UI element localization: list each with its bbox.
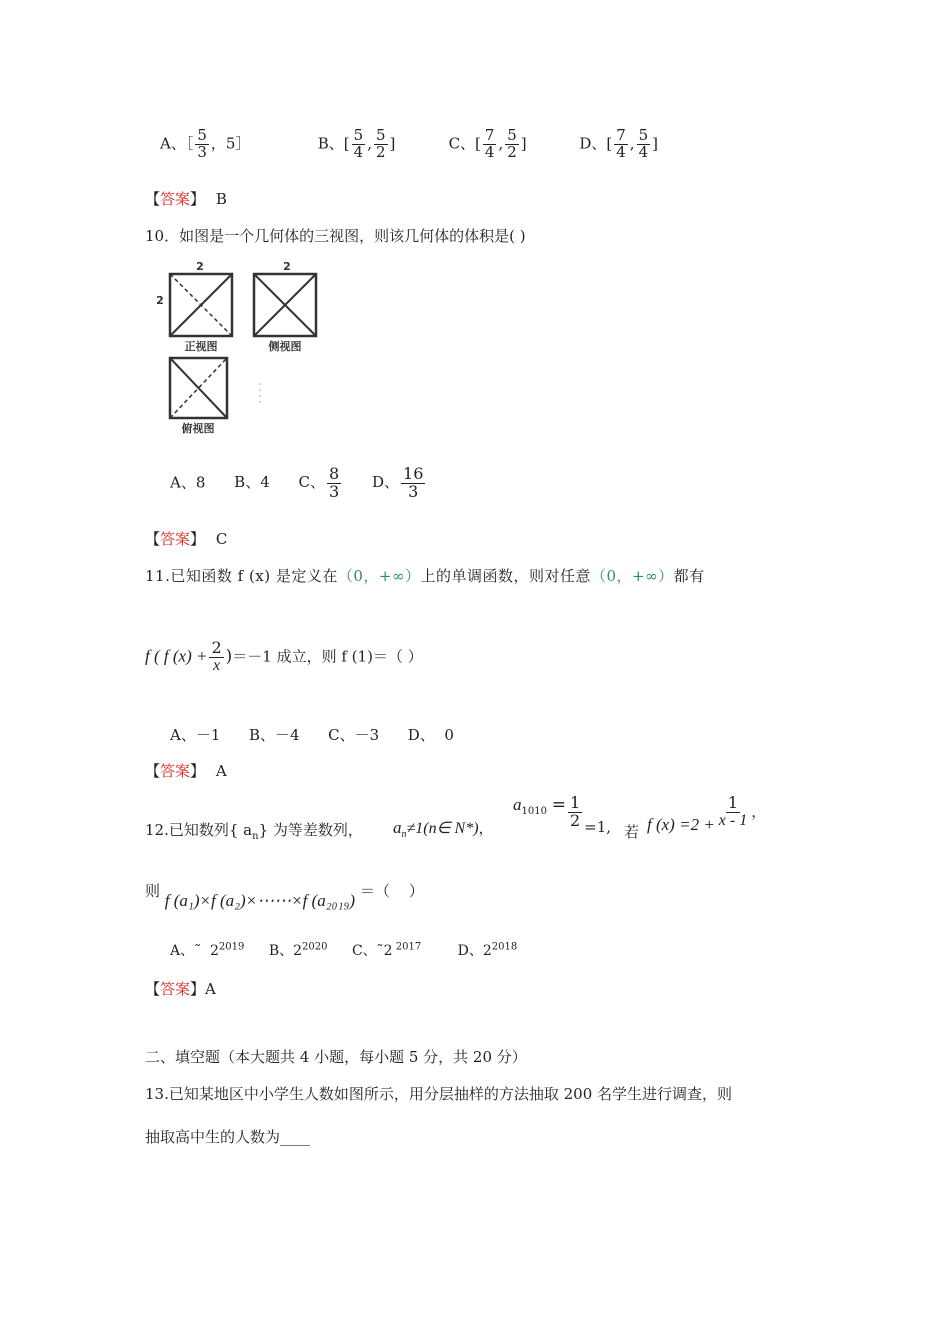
option-a-suffix: ，5］ bbox=[210, 134, 251, 153]
answer-bracket-close: 】 bbox=[190, 980, 206, 998]
q12-stem-part: } 为等差数列， bbox=[258, 821, 363, 839]
q9-option-b: B、[ $\frac{5}{4}$ , $\frac{5}{2}$ ] bbox=[317, 126, 396, 161]
q11-interval: （0，+∞） bbox=[337, 567, 421, 585]
subscript: n bbox=[252, 831, 259, 842]
q11-stem bbox=[145, 565, 705, 586]
q12-option-a bbox=[170, 943, 244, 959]
q12-option-b bbox=[269, 943, 328, 959]
option-b-prefix: B、[ bbox=[317, 134, 350, 153]
top-view-label: 俯视图 bbox=[181, 422, 215, 435]
numerator: 1 bbox=[727, 793, 739, 812]
variable: a bbox=[393, 818, 402, 837]
q11-formula bbox=[145, 640, 423, 675]
product-expression: f (a₁)×f (a₂)×⋯⋯×f (a₂₀₁₉) bbox=[164, 891, 356, 910]
answer-bracket-open: 【 bbox=[145, 530, 161, 548]
q12-answer bbox=[145, 978, 216, 999]
fraction bbox=[717, 795, 749, 830]
fraction bbox=[374, 128, 388, 161]
option-text: D、2 bbox=[457, 943, 492, 959]
numerator: 16 bbox=[403, 464, 424, 483]
fraction bbox=[614, 128, 628, 161]
q11-options: A、－1 B、－4 C、－3 D、 0 bbox=[170, 726, 454, 744]
option-a-prefix: A、［ bbox=[160, 134, 194, 153]
dim-top-side: 2 bbox=[283, 260, 291, 273]
q11-answer bbox=[145, 760, 227, 781]
answer-value: A bbox=[215, 762, 227, 780]
fraction bbox=[327, 466, 341, 501]
q9-options bbox=[160, 128, 658, 161]
denominator: 3 bbox=[197, 142, 207, 161]
q12-condition-1 bbox=[393, 817, 494, 840]
q12-condition-2 bbox=[513, 793, 612, 836]
option-d-prefix: D、[ bbox=[579, 134, 613, 153]
fraction bbox=[637, 128, 651, 161]
numerator: 5 bbox=[507, 126, 517, 144]
q11-stem-part: 11.已知函数 f (x) 是定义在 bbox=[145, 567, 338, 585]
denominator: 4 bbox=[353, 142, 364, 161]
answer-bracket-close: 】 bbox=[190, 190, 206, 208]
option-c-suffix: ] bbox=[520, 134, 527, 153]
superscript: 2020 bbox=[302, 941, 328, 953]
numerator: 5 bbox=[376, 126, 386, 144]
denominator: 4 bbox=[616, 142, 626, 161]
option-text: B、2 bbox=[268, 943, 303, 959]
subscript: n bbox=[401, 829, 407, 840]
numerator: 1 bbox=[569, 793, 581, 812]
answer-label: 答案 bbox=[160, 530, 191, 548]
dim-left-front: 2 bbox=[156, 294, 164, 307]
q10-option-c bbox=[298, 464, 348, 501]
denominator: x bbox=[212, 656, 221, 674]
three-view-figure bbox=[150, 258, 320, 440]
numerator: 5 bbox=[353, 126, 364, 144]
q9-option-d: D、[ $\frac{7}{4}$ , $\frac{5}{4}$ ] bbox=[579, 126, 658, 161]
denominator: 3 bbox=[329, 481, 340, 501]
q11-interval: （0，+∞） bbox=[591, 567, 674, 585]
option-d-prefix: D、 bbox=[371, 473, 400, 492]
denominator: 4 bbox=[638, 142, 649, 161]
answer-value: B bbox=[215, 190, 227, 208]
section-heading: 二、填空题（本大题共 4 小题，每小题 5 分，共 20 分） bbox=[145, 1048, 527, 1066]
if-word: 若 bbox=[624, 823, 640, 841]
numerator: 5 bbox=[197, 126, 207, 144]
formula-left: f ( f (x) + bbox=[145, 646, 208, 666]
comma: ， bbox=[751, 802, 767, 821]
answer-bracket-open: 【 bbox=[145, 762, 161, 780]
answer-value: C bbox=[215, 530, 228, 548]
q9-option-a bbox=[160, 128, 275, 161]
denominator: 2 bbox=[507, 142, 517, 161]
numerator: 7 bbox=[616, 126, 626, 144]
then-word: 则 bbox=[145, 882, 161, 900]
option-text: C、˜2 bbox=[351, 943, 393, 959]
answer-value: A bbox=[205, 980, 216, 998]
q12-product bbox=[145, 880, 424, 910]
q10-option-b: B、4 bbox=[234, 473, 270, 492]
q10-option-a: A、8 bbox=[170, 473, 206, 492]
formula-right: ) bbox=[225, 646, 233, 667]
comma: ， bbox=[478, 819, 494, 837]
q12-function bbox=[647, 793, 767, 835]
answer-label: 答案 bbox=[160, 980, 191, 998]
q11-stem-part: 上的单调函数，则对任意 bbox=[420, 567, 592, 585]
superscript: 2019 bbox=[218, 941, 245, 953]
numerator: 5 bbox=[638, 126, 649, 144]
answer-bracket-close: 】 bbox=[190, 762, 206, 780]
condition-text: ≠1(n∈ N*) bbox=[406, 820, 479, 837]
option-c-prefix: C、[ bbox=[448, 134, 481, 153]
fraction bbox=[483, 128, 497, 161]
denominator: 2 bbox=[376, 142, 386, 161]
superscript: 2018 bbox=[491, 941, 518, 953]
numerator: 2 bbox=[211, 638, 222, 657]
option-b-suffix: ] bbox=[389, 134, 396, 153]
answer-bracket-close: 】 bbox=[190, 530, 206, 548]
numerator: 8 bbox=[329, 464, 340, 483]
option-c-prefix: C、 bbox=[298, 473, 326, 492]
superscript: 2017 bbox=[392, 941, 422, 953]
side-view-label: 侧视图 bbox=[268, 340, 302, 353]
q12-option-d bbox=[458, 943, 518, 959]
q13-stem-line-2: 抽取高中生的人数为____ bbox=[145, 1128, 311, 1146]
q12-intro bbox=[145, 819, 363, 842]
q12-options bbox=[170, 940, 517, 960]
answer-bracket-open: 【 bbox=[145, 190, 161, 208]
condition-tail: =1, bbox=[584, 818, 612, 836]
fraction bbox=[505, 128, 519, 161]
q10-answer bbox=[145, 528, 227, 549]
q10-option-d bbox=[371, 464, 427, 501]
q12-stem-part: 12.已知数列{ a bbox=[145, 821, 253, 839]
subscript: 1010 bbox=[521, 806, 547, 817]
denominator: x - 1 bbox=[718, 811, 748, 829]
formula-tail: ＝－1 成立，则 f (1)＝（ ） bbox=[232, 647, 423, 666]
q9-option-c: C、[ $\frac{7}{4}$ , $\frac{5}{2}$ ] bbox=[448, 126, 527, 161]
q10-options bbox=[170, 466, 427, 501]
answer-bracket-open: 【 bbox=[145, 980, 161, 998]
equals: = bbox=[551, 795, 566, 815]
numerator: 7 bbox=[484, 126, 495, 144]
q9-answer bbox=[145, 188, 227, 209]
denominator: 3 bbox=[408, 481, 419, 501]
option-text: A、˜ 2 bbox=[170, 943, 219, 959]
denominator: 4 bbox=[484, 142, 495, 161]
variable: a bbox=[513, 795, 522, 814]
fraction bbox=[195, 128, 209, 161]
q12-option-c bbox=[352, 943, 421, 959]
answer-label: 答案 bbox=[160, 762, 191, 780]
dim-top-front: 2 bbox=[196, 260, 204, 273]
answer-label: 答案 bbox=[160, 190, 191, 208]
fraction bbox=[209, 640, 223, 675]
q13-stem-line-1: 13.已知某地区中小学生人数如图所示，用分层抽样的方法抽取 200 名学生进行调查，则 bbox=[145, 1085, 733, 1103]
fraction bbox=[401, 466, 425, 501]
fraction bbox=[352, 128, 366, 161]
q10-stem: 10．如图是一个几何体的三视图，则该几何体的体积是( ) bbox=[145, 227, 526, 245]
option-d-suffix: ] bbox=[652, 134, 658, 153]
product-tail: ＝（ ） bbox=[359, 882, 424, 900]
front-view-label: 正视图 bbox=[184, 340, 218, 353]
fraction bbox=[568, 795, 582, 830]
q11-stem-part: 都有 bbox=[673, 567, 705, 585]
function-left: f (x) =2 + bbox=[647, 815, 715, 835]
denominator: 2 bbox=[569, 810, 581, 830]
